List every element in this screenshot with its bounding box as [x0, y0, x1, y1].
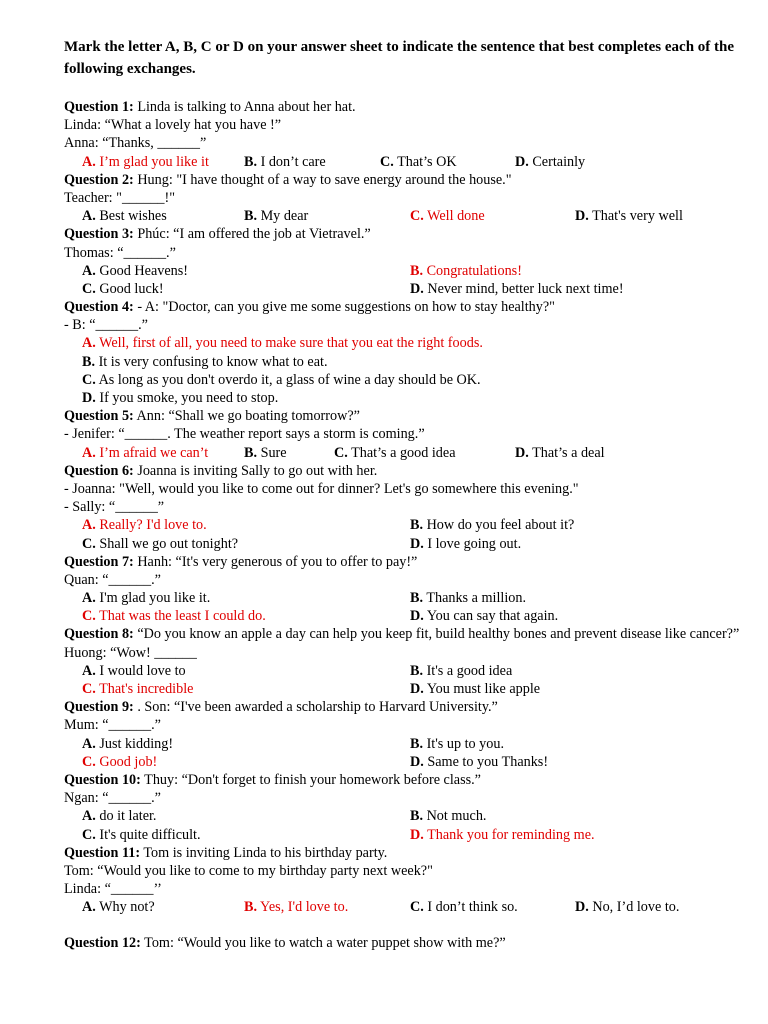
option-text: Thanks a million. [426, 590, 527, 607]
option-text: Well, first of all, you need to make sure that you eat the right foods. [99, 335, 483, 352]
option-letter: A. [82, 662, 96, 679]
option-text: That’s OK [397, 153, 457, 170]
options-row [64, 826, 744, 844]
line-text: - Jenifer: “______. The weather report says a storm is coming.” [64, 426, 425, 443]
option-text: do it later. [99, 808, 157, 825]
option-letter: C. [82, 280, 96, 297]
option-b-correct [410, 262, 522, 280]
option-letter: D. [575, 208, 589, 225]
option-letter: A. [82, 208, 96, 225]
option-b [410, 735, 504, 753]
option-text: It's up to you. [426, 735, 504, 752]
option-d [515, 444, 605, 462]
dialogue-line [64, 425, 744, 443]
option-d [575, 207, 683, 225]
dialogue-line [64, 789, 744, 807]
option-letter: B. [244, 153, 258, 170]
line-text: Linda: “What a lovely hat you have !” [64, 117, 282, 134]
options-row [64, 444, 744, 462]
options-row [64, 680, 744, 698]
question-label: Question 10: [64, 771, 141, 788]
line-text: . Son: “I've been awarded a scholarship to Harvard University.” [137, 699, 498, 716]
option-letter: D. [410, 280, 424, 297]
option-letter: D. [410, 681, 424, 698]
option-text: You can say that again. [426, 608, 559, 625]
option-text: Yes, I'd love to. [260, 899, 349, 916]
option-text: I love going out. [427, 535, 522, 552]
option-text: As long as you don't overdo it, a glass of wine a day should be OK. [98, 371, 481, 388]
option-a [82, 807, 156, 825]
option-letter: B. [410, 590, 424, 607]
dialogue-line [64, 189, 744, 207]
option-text: Same to you Thanks! [427, 753, 549, 770]
option-b-correct [244, 898, 348, 916]
option-text: I would love to [99, 662, 186, 679]
option-letter: A. [82, 517, 96, 534]
option-text: That was the least I could do. [99, 608, 266, 625]
option-b [410, 516, 574, 534]
option-letter: A. [82, 444, 96, 461]
question-prompt [64, 407, 744, 425]
line-text: “Do you know an apple a day can help you keep fit, build healthy bones and prevent disease like cancer?” [137, 626, 740, 643]
option-letter: C. [82, 535, 96, 552]
question-label: Question 6: [64, 462, 134, 479]
option-a [82, 898, 155, 916]
options-row [64, 153, 744, 171]
line-text: Joanna is inviting Sally to go out with her. [137, 462, 378, 479]
option-letter: D. [575, 899, 589, 916]
question-7 [64, 553, 744, 626]
option-text: Thank you for reminding me. [427, 826, 595, 843]
option-a-correct [82, 516, 207, 534]
option-c [380, 153, 457, 171]
options-row [64, 898, 744, 916]
option-text: How do you feel about it? [426, 517, 575, 534]
question-label: Question 7: [64, 553, 134, 570]
question-prompt [64, 98, 744, 116]
options-row [64, 207, 744, 225]
option-b [410, 807, 486, 825]
option-c-correct [410, 207, 485, 225]
option-letter: B. [410, 808, 424, 825]
option-letter: C. [82, 753, 96, 770]
option-letter: A. [82, 153, 96, 170]
line-text: Ann: “Shall we go boating tomorrow?” [136, 408, 360, 425]
question-5 [64, 407, 744, 462]
option-text: It's quite difficult. [99, 826, 201, 843]
question-prompt [64, 462, 744, 480]
dialogue-line [64, 134, 744, 152]
line-text: Linda: “______’’ [64, 881, 162, 898]
option-text: That’s a deal [532, 444, 605, 461]
option-letter: C. [82, 608, 96, 625]
option-b [410, 589, 526, 607]
option-d [410, 535, 521, 553]
line-text: Quan: “______.” [64, 571, 161, 588]
option-a [82, 589, 210, 607]
option-b [82, 353, 328, 371]
option-letter: D. [82, 390, 96, 406]
question-1 [64, 98, 744, 171]
options-row [64, 262, 744, 280]
option-letter: C. [410, 899, 424, 916]
dialogue-line [64, 116, 744, 134]
question-prompt [64, 225, 744, 243]
question-label: Question 9: [64, 699, 134, 716]
option-c [82, 280, 164, 298]
option-text: You must like apple [426, 681, 541, 698]
option-letter: B. [410, 662, 424, 679]
option-d [82, 389, 278, 407]
options-row [64, 535, 744, 553]
option-letter: C. [334, 444, 348, 461]
option-text: I don’t think so. [427, 899, 518, 916]
option-text: Good luck! [99, 280, 164, 297]
line-text: Hanh: “It's very generous of you to offer to pay!” [137, 553, 418, 570]
option-b [244, 207, 308, 225]
option-text: That’s a good idea [351, 444, 456, 461]
line-text: - B: “______.” [64, 317, 148, 334]
option-letter: B. [82, 353, 96, 370]
option-text: Really? I'd love to. [99, 517, 207, 534]
question-6 [64, 462, 744, 553]
option-letter: A. [82, 899, 96, 916]
option-letter: B. [244, 208, 258, 225]
option-text: It's a good idea [426, 662, 513, 679]
line-text: Tom: “Would you like to watch a water puppet show with me?” [144, 935, 506, 952]
line-text: Mum: “______.” [64, 717, 161, 734]
option-letter: D. [410, 826, 424, 843]
option-c [334, 444, 456, 462]
question-label: Question 3: [64, 226, 134, 243]
question-label: Question 11: [64, 844, 141, 861]
option-c [82, 826, 201, 844]
line-text: Tom is inviting Linda to his birthday party. [143, 844, 388, 861]
option-c [82, 371, 481, 389]
option-c [82, 535, 238, 553]
question-list [64, 98, 744, 953]
question-label: Question 12: [64, 935, 141, 952]
option-text: Why not? [99, 899, 155, 916]
options-row [64, 589, 744, 607]
option-text: Congratulations! [426, 262, 522, 279]
question-prompt [64, 698, 744, 716]
line-text: - Joanna: "Well, would you like to come out for dinner? Let's go somewhere this evening." [64, 480, 579, 497]
option-letter: B. [244, 899, 258, 916]
option-letter: B. [410, 262, 424, 279]
option-letter: C. [380, 153, 394, 170]
option-text: Best wishes [99, 208, 167, 225]
dialogue-line [64, 480, 744, 498]
option-text: I’m glad you like it [99, 153, 209, 170]
option-text: Well done [427, 208, 485, 225]
question-8 [64, 625, 744, 698]
option-text: It is very confusing to know what to eat. [98, 353, 328, 370]
option-text: Sure [260, 444, 287, 461]
dialogue-line [64, 244, 744, 262]
question-prompt [64, 298, 744, 316]
options-row [64, 607, 744, 625]
option-letter: D. [515, 153, 529, 170]
question-4 [64, 298, 744, 407]
option-text: Shall we go out tonight? [99, 535, 239, 552]
line-text: Anna: “Thanks, ______” [64, 135, 207, 152]
question-label: Question 4: [64, 299, 134, 316]
option-text: That's incredible [99, 681, 194, 698]
option-letter: D. [410, 753, 424, 770]
question-11 [64, 844, 744, 917]
line-text: - Sally: “______” [64, 499, 165, 516]
line-text: - A: "Doctor, can you give me some suggestions on how to stay healthy?" [137, 299, 555, 316]
question-prompt [64, 625, 744, 643]
option-a-correct [82, 153, 209, 171]
option-a [82, 735, 173, 753]
question-9 [64, 698, 744, 771]
option-d-correct [410, 826, 595, 844]
line-text: Linda is talking to Anna about her hat. [137, 99, 356, 115]
line-text: Thomas: “______.” [64, 244, 176, 261]
option-letter: A. [82, 262, 96, 279]
option-a-correct [82, 334, 483, 352]
line-text: Thuy: “Don't forget to finish your homework before class.” [144, 771, 481, 788]
option-c-correct [82, 753, 157, 771]
option-text: If you smoke, you need to stop. [99, 390, 279, 406]
options-row [64, 516, 744, 534]
line-text: Phúc: “I am offered the job at Vietravel.” [137, 226, 371, 243]
option-a-correct [82, 444, 208, 462]
option-text: Just kidding! [99, 735, 174, 752]
option-text: Good job! [99, 753, 158, 770]
option-letter: B. [244, 444, 258, 461]
question-prompt [64, 171, 744, 189]
dialogue-line [64, 880, 744, 898]
option-d [575, 898, 679, 916]
option-d [410, 280, 624, 298]
options-row [64, 334, 744, 352]
option-d [410, 753, 548, 771]
instructions-heading: Mark the letter A, B, C or D on your answer sheet to indicate the sentence that best completes each of the following exchanges. [64, 39, 735, 77]
dialogue-line [64, 862, 744, 880]
dialogue-line [64, 316, 744, 334]
option-text: Never mind, better luck next time! [427, 280, 624, 297]
option-letter: C. [82, 371, 96, 388]
dialogue-line [64, 498, 744, 516]
options-row [64, 753, 744, 771]
option-text: I don’t care [260, 153, 326, 170]
options-row [64, 371, 744, 389]
option-letter: A. [82, 735, 96, 752]
option-text: I'm glad you like it. [99, 590, 211, 607]
option-b [244, 444, 287, 462]
options-row [64, 735, 744, 753]
option-letter: A. [82, 335, 96, 352]
option-letter: D. [515, 444, 529, 461]
question-prompt [64, 553, 744, 571]
option-a [82, 662, 186, 680]
options-row [64, 662, 744, 680]
question-label: Question 1: [64, 99, 134, 115]
option-d [410, 607, 558, 625]
option-text: I’m afraid we can’t [99, 444, 209, 461]
line-text: Tom: “Would you like to come to my birthday party next week?" [64, 862, 433, 879]
question-label: Question 8: [64, 626, 134, 643]
options-row [64, 280, 744, 298]
dialogue-line [64, 716, 744, 734]
dialogue-line [64, 571, 744, 589]
options-row [64, 353, 744, 371]
option-letter: D. [410, 535, 424, 552]
option-letter: A. [82, 808, 96, 825]
option-letter: C. [82, 826, 96, 843]
question-prompt [64, 844, 744, 862]
option-a [82, 262, 188, 280]
option-b [410, 662, 512, 680]
option-letter: C. [410, 208, 424, 225]
dialogue-line [64, 644, 744, 662]
option-letter: C. [82, 681, 96, 698]
option-text: Good Heavens! [99, 262, 188, 279]
option-b [244, 153, 326, 171]
line-text: Hung: "I have thought of a way to save energy around the house." [137, 171, 512, 188]
option-d [410, 680, 540, 698]
line-text: Teacher: "______!" [64, 189, 176, 206]
option-a [82, 207, 167, 225]
option-letter: D. [410, 608, 424, 625]
options-row [64, 389, 744, 407]
option-letter: B. [410, 517, 424, 534]
option-text: Certainly [532, 153, 586, 170]
option-c-correct [82, 680, 193, 698]
question-10 [64, 771, 744, 844]
question-label: Question 2: [64, 171, 134, 188]
question-prompt [64, 771, 744, 789]
line-text: Ngan: “______.” [64, 790, 161, 807]
option-c-correct [82, 607, 266, 625]
line-text: Huong: “Wow! ______ [64, 644, 197, 661]
option-letter: B. [410, 735, 424, 752]
option-text: That's very well [592, 208, 683, 225]
option-text: No, I’d love to. [592, 899, 680, 916]
question-3 [64, 225, 744, 298]
question-12 [64, 916, 744, 952]
option-c [410, 898, 518, 916]
option-text: Not much. [426, 808, 487, 825]
question-prompt [64, 934, 744, 952]
question-label: Question 5: [64, 408, 134, 425]
option-letter: A. [82, 590, 96, 607]
question-2 [64, 171, 744, 226]
option-text: My dear [260, 208, 309, 225]
option-d [515, 153, 585, 171]
options-row [64, 807, 744, 825]
